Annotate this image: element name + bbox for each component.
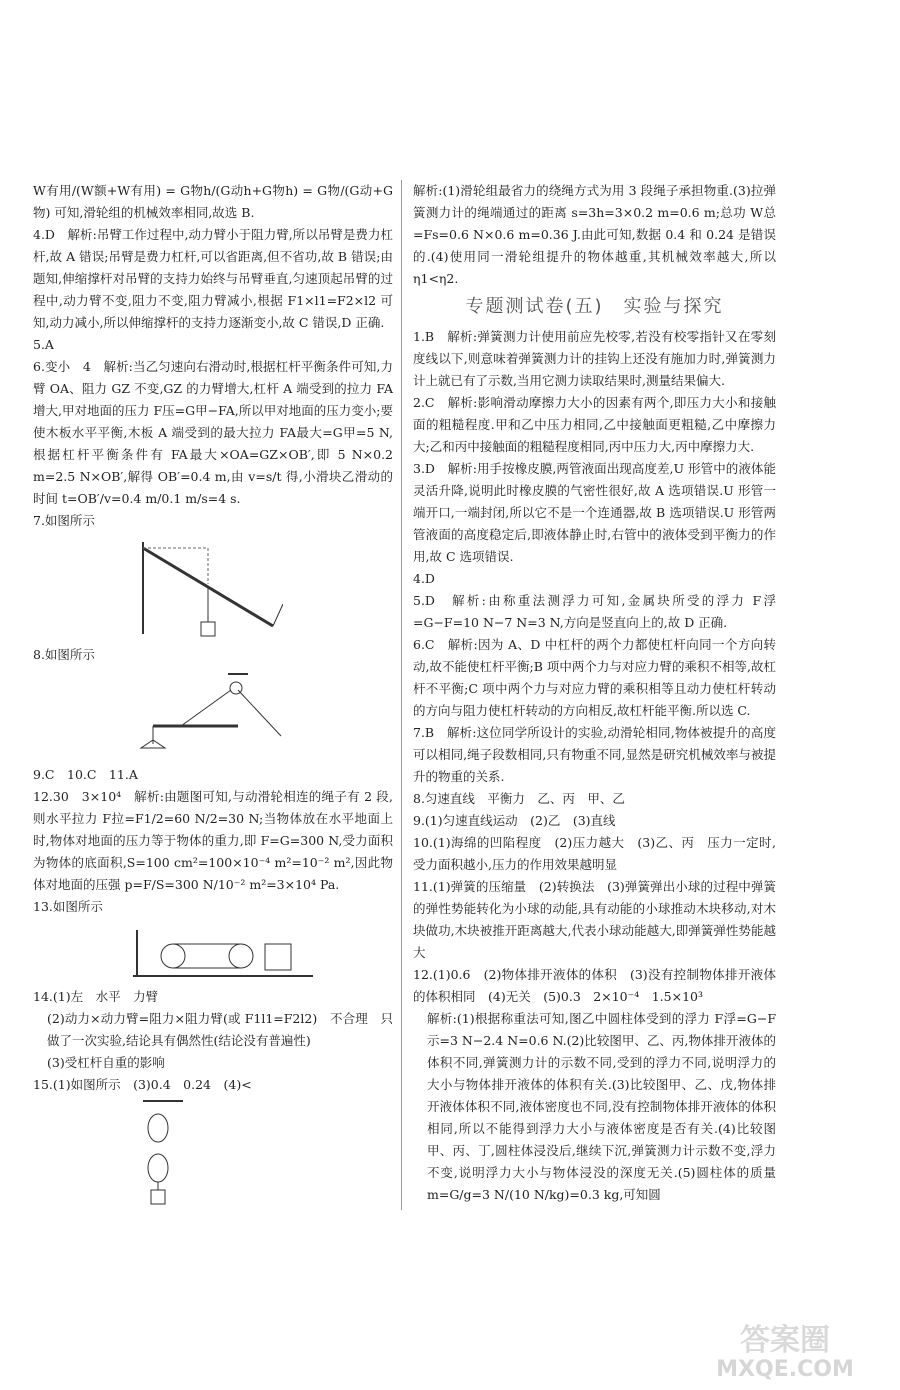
lever-figure-q7	[133, 534, 283, 640]
q6-answer: 6.变小 4 解析:当乙匀速向右滑动时,根据杠杆平衡条件可知,力臂 OA、阻力 GZ 不变,GZ 的力臂增大,杠杆 A 端受到的拉力 FA 增大,甲对地面的压力 F压=G甲−FA,所以甲对地面的压力变小;要使木板水平平衡,木板 A 端受到的最大拉力 FA最大=G甲=5 N,根据杠杆平衡条件有 FA最大×OA=GZ×OB′,即 5 N×0.2 m=2.5 N×OB′,解得 OB′=0.4 m,由 v=s/t 得,小滑块乙滑动的时间 t=OB′/v=0.4 m/0.1 m/s=4 s.	[33, 359, 393, 506]
r-q10-answer: 10.(1)海绵的凹陷程度 (2)压力越大 (3)乙、丙 压力一定时,受力面积越小,压力的作用效果越明显	[413, 835, 776, 872]
q15-answer: 15.(1)如图所示 (3)0.4 0.24 (4)<	[33, 1077, 252, 1092]
q13-answer: 13.如图所示	[33, 899, 103, 914]
watermark-logo	[690, 1320, 880, 1380]
q14-part1: 14.(1)左 水平 力臂	[33, 989, 159, 1004]
r-q3-answer: 3.D 解析:用手按橡皮膜,两管液面出现高度差,U 形管中的液体能灵活升降,说明此时橡皮膜的气密性很好,故 A 选项错误.U 形管一端开口,一端封闭,所以它不是一个连通器,故 B 选项错误.U 形管两管液面的高度稳定后,即液体静止时,右管中的液体受到平衡力的作用,故 C 选项错误.	[413, 461, 776, 564]
r-q5-answer: 5.D 解析:由称重法测浮力可知,金属块所受的浮力 F浮=G−F=10 N−7 N=3 N,方向是竖直向上的,故 D 正确.	[413, 593, 776, 630]
r-q11-answer: 11.(1)弹簧的压缩量 (2)转换法 (3)弹簧弹出小球的过程中弹簧的弹性势能转化为小球的动能,具有动能的小球推动木块移动,对木块做功,木块被推开距离越大,代表小球动能越大,即弹簧弹性势能越大	[413, 879, 776, 960]
r-q12-analysis: 解析:(1)根据称重法可知,图乙中圆柱体受到的浮力 F浮=G−F示=3 N−2.4 N=0.6 N.(2)比较图甲、乙、丙,物体排开液体的体积不同,弹簧测力计的示数不同,受到的浮力不同,说明浮力的大小与物体排开液体的体积有关.(3)比较图甲、乙、戊,物体排开液体体积不同,液体密度也不同,没有控制物体排开液体的体积相同,所以不能得到浮力大小与液体密度是否有关.(4)比较图甲、丙、丁,圆柱体浸没后,继续下沉,弹簧测力计示数不变,浮力不变,说明浮力大小与物体浸没的深度无关.(5)圆柱体的质量 m=G/g=3 N/(10 N/kg)=0.3 kg,可知圆	[427, 1011, 776, 1202]
q7-answer: 7.如图所示	[33, 513, 95, 528]
r-q6-answer: 6.C 解析:因为 A、D 中杠杆的两个力都使杠杆向同一个方向转动,故不能使杠杆平衡;B 项中两个力与对应力臂的乘积不相等,故杠杆不平衡;C 项中两个力与对应力臂的乘积相等且动力使杠杆转动的方向与阻力使杠杆转动的方向相反,故杠杆能平衡.所以选 C.	[413, 637, 776, 718]
right-column	[413, 180, 776, 1206]
pulley-figure-q15	[133, 1098, 193, 1206]
left-column	[33, 180, 393, 1210]
pulley-figure-q13	[133, 920, 313, 982]
column-divider	[401, 180, 402, 1210]
q8-answer: 8.如图所示	[33, 647, 95, 662]
q14-part3: (3)受杠杆自重的影响	[47, 1055, 165, 1070]
watermark-url: MXQE.COM	[716, 1357, 854, 1380]
watermark-text: 答案圈	[740, 1323, 830, 1358]
r-q7-answer: 7.B 解析:这位同学所设计的实验,动滑轮相同,物体被提升的高度可以相同,绳子段数相同,只有物重不同,显然是研究机械效率与被提升的物重的关系.	[413, 725, 776, 784]
q9-answer: 9.C 10.C 11.A	[33, 767, 138, 782]
r-q1-answer: 1.B 解析:弹簧测力计使用前应先校零,若没有校零指针又在零刻度线以下,则意味着弹簧测力计的挂钩上还没有施加力时,弹簧测力计上就已有了示数,当用它测力读取结果时,测量结果偏大.	[413, 329, 776, 388]
lever-figure-q8	[133, 668, 293, 760]
r-q8-answer: 8.匀速直线 平衡力 乙、丙 甲、乙	[413, 791, 625, 806]
section-title: 专题测试卷(五) 实验与探究	[465, 296, 724, 317]
q3-formula: W有用/(W额+W有用) = G物h/(G动h+G物h) = G物/(G动+G物) 可知,滑轮组的机械效率相同,故选 B.	[33, 183, 393, 220]
q14-part2: (2)动力×动力臂=阻力×阻力臂(或 F1l1=F2l2) 不合理 只做了一次实验,结论具有偶然性(结论没有普遍性)	[47, 1011, 393, 1048]
r-q12-answer: 12.(1)0.6 (2)物体排开液体的体积 (3)没有控制物体排开液体的体积相同 (4)无关 (5)0.3 2×10⁻⁴ 1.5×10³	[413, 967, 776, 1004]
q15-analysis: 解析:(1)滑轮组最省力的绕绳方式为用 3 段绳子承担物重.(3)拉弹簧测力计的绳端通过的距离 s=3h=3×0.2 m=0.6 m;总功 W总=Fs=0.6 N×0.6 m=0.36 J.由此可知,数据 0.4 和 0.24 是错误的.(4)使用同一滑轮组提升的物体越重,其机械效率越大,所以 η1<η2.	[413, 183, 776, 286]
q5-answer: 5.A	[33, 337, 54, 352]
r-q4-answer: 4.D	[413, 571, 435, 586]
q4-answer: 4.D 解析:吊臂工作过程中,动力臂小于阻力臂,所以吊臂是费力杠杆,故 A 错误;吊臂是费力杠杆,可以省距离,但不省功,故 B 错误;由题知,伸缩撑杆对吊臂的支持力始终与吊臂垂直,匀速顶起吊臂的过程中,动力臂不变,阻力不变,阻力臂减小,根据 F1×l1=F2×l2 可知,动力减小,所以伸缩撑杆的支持力逐渐变小,故 C 错误,D 正确.	[33, 227, 393, 330]
q12-answer: 12.30 3×10⁴ 解析:由题图可知,与动滑轮相连的绳子有 2 段,则水平拉力 F拉=F1/2=60 N/2=30 N;当物体放在水平地面上时,物体对地面的压力等于物体的重力,即 F=G=300 N,受力面积为物体的底面积,S=100 cm²=100×10⁻⁴ m²=10⁻² m²,因此物体对地面的压强 p=F/S=300 N/10⁻² m²=3×10⁴ Pa.	[33, 789, 393, 892]
r-q2-answer: 2.C 解析:影响滑动摩擦力大小的因素有两个,即压力大小和接触面的粗糙程度.甲和乙中压力相同,乙中接触面更粗糙,乙中摩擦力大;乙和丙中接触面的粗糙程度相同,丙中压力大,丙中摩擦力大.	[413, 395, 776, 454]
r-q9-answer: 9.(1)匀速直线运动 (2)乙 (3)直线	[413, 813, 616, 828]
